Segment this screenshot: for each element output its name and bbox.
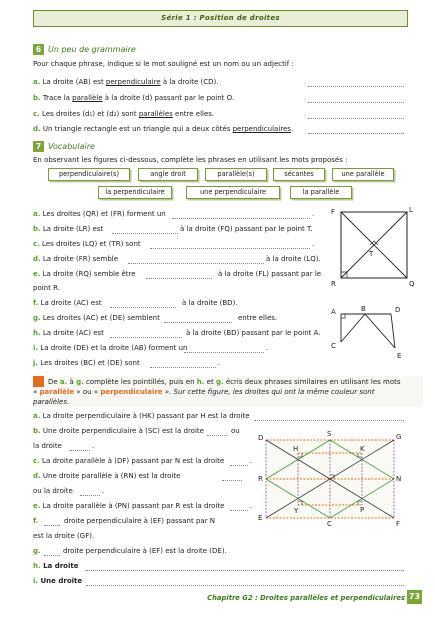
ex7-letter: b. bbox=[33, 225, 41, 233]
exercise-7-title: Vocabulaire bbox=[48, 142, 95, 151]
ex8-intro-text: » ou « bbox=[74, 388, 101, 396]
ex8-keyword-parallele: parallèle bbox=[39, 388, 75, 396]
ex7-item-f-end: à la droite (BD). bbox=[182, 299, 238, 307]
ex7-answer-line-h[interactable] bbox=[110, 337, 182, 338]
ex7-answer-line-i[interactable] bbox=[184, 352, 264, 353]
ex8-line-f bbox=[33, 517, 38, 526]
word-chip[interactable]: sécantes bbox=[273, 168, 325, 181]
point-label-c: C bbox=[327, 520, 332, 528]
ex8-intro-text: écris deux phrases similaires en utilisant les mots bbox=[223, 378, 401, 386]
point-label-g: G bbox=[396, 433, 402, 441]
ex7-text: La droite (RQ) semble être bbox=[42, 270, 136, 278]
ex8-intro-text: « bbox=[33, 388, 40, 396]
ex7-letter: d. bbox=[33, 255, 41, 263]
point-label-t: T bbox=[369, 250, 374, 258]
exercise-6-header bbox=[33, 44, 136, 55]
ex8-line-f-text: droite perpendiculaire à (EF) passant par N bbox=[64, 517, 216, 525]
ex6-underlined-word: perpendiculaire bbox=[105, 78, 161, 86]
ex8-line-c bbox=[33, 457, 224, 466]
ex8-answer-line-g[interactable] bbox=[44, 555, 60, 556]
ex8-line-g-text: droite perpendiculaire à (EF) est la droite (DE). bbox=[63, 547, 227, 555]
point-label-q: Q bbox=[409, 280, 415, 288]
word-chip[interactable]: parallèle(s) bbox=[205, 168, 267, 181]
ex7-text: Les droites (AC) et (DE) semblent bbox=[42, 314, 160, 322]
ex7-item-g bbox=[33, 314, 160, 323]
ex7-item-c-end: . bbox=[312, 240, 315, 248]
right-angle-mark bbox=[341, 314, 345, 318]
point-label-s: S bbox=[327, 430, 332, 438]
ex7-text: La droite (DE) et la droite (AB) forment un bbox=[40, 344, 188, 352]
exercise-6-title: Un peu de grammaire bbox=[48, 45, 136, 54]
ex8-answer-line-b2[interactable] bbox=[70, 450, 90, 451]
ex8-letter: d. bbox=[33, 472, 41, 480]
ex8-line-d-cont: ou la droite bbox=[33, 487, 73, 495]
point-label-f: F bbox=[331, 208, 336, 216]
ex7-item-h-end: à la droite (BD) passant par le point A. bbox=[186, 329, 321, 337]
exercise-7-header bbox=[33, 141, 95, 152]
ex8-letter: e. bbox=[33, 502, 41, 510]
series-banner: Série 1 : Position de droites bbox=[33, 10, 408, 27]
exercise-8-intro bbox=[33, 376, 423, 407]
ex8-answer-line-h[interactable] bbox=[86, 570, 404, 571]
ex7-item-d-end: à la droite (LQ). bbox=[266, 255, 321, 263]
ex8-intro-line3: parallèles. bbox=[33, 398, 70, 406]
ex7-text: Les droites (QR) et (FR) forment un bbox=[42, 210, 166, 218]
exercise-6-intro: Pour chaque phrase, indique si le mot souligné est un nom ou un adjectif : bbox=[33, 60, 294, 68]
ex8-text: La droite perpendiculaire à (HK) passant par H est la droite bbox=[42, 412, 250, 420]
ex7-letter: i. bbox=[33, 344, 39, 352]
point-label-b: B bbox=[361, 305, 366, 313]
ex8-line-f-cont: est la droite (GF). bbox=[33, 532, 95, 540]
ex8-text: La droite bbox=[43, 562, 79, 570]
page-number: 73 bbox=[407, 590, 422, 604]
exercise-8-number: 8 bbox=[33, 376, 44, 387]
ex8-letter: b. bbox=[33, 427, 41, 435]
ex7-item-j bbox=[33, 359, 140, 368]
ex6-text: La droite (AB) est bbox=[42, 78, 106, 86]
ex6-underlined-word: parallèle bbox=[72, 94, 103, 102]
ex8-line-g bbox=[33, 547, 41, 556]
ex8-intro-letter: g. bbox=[76, 378, 84, 386]
point-label-y: Y bbox=[294, 507, 299, 515]
point-label-c: C bbox=[331, 342, 336, 350]
figure-abdce bbox=[325, 302, 417, 362]
ex8-intro-line2 bbox=[33, 388, 423, 397]
ex7-item-a-end: . bbox=[312, 210, 315, 218]
ex8-intro-letter: g. bbox=[215, 378, 224, 386]
ex8-text: Une droite parallèle à (RN) est la droite bbox=[42, 472, 181, 480]
word-chip[interactable]: la parallèle bbox=[290, 186, 352, 199]
ex8-line-d-cont-tail: . bbox=[102, 487, 105, 495]
point-label-p: P bbox=[360, 506, 365, 514]
ex7-item-h bbox=[33, 329, 104, 338]
ex6-item-a bbox=[33, 78, 218, 87]
point-label-e: E bbox=[397, 352, 402, 360]
point-label-d: D bbox=[258, 434, 264, 442]
figure-grid-lines bbox=[256, 428, 414, 530]
ex6-text: entre elles. bbox=[172, 110, 215, 118]
point-label-d: D bbox=[395, 306, 401, 314]
ex8-intro-text: et bbox=[204, 378, 216, 386]
ex7-answer-line-c[interactable] bbox=[150, 248, 310, 249]
point-label-e: E bbox=[258, 514, 263, 522]
ex6-text: à la droite (d) passant par le point O. bbox=[102, 94, 235, 102]
word-chip[interactable]: une parallèle bbox=[332, 168, 394, 181]
ex8-line-c-tail: . bbox=[250, 457, 253, 465]
ex6-text: Les droites (d₁) et (d₂) sont bbox=[42, 110, 139, 118]
ex7-letter: j. bbox=[33, 359, 39, 367]
ex7-letter: e. bbox=[33, 270, 41, 278]
exercise-7-intro: En observant les figures ci-dessous, complète les phrases en utilisant les mots proposés : bbox=[33, 156, 348, 164]
ex8-intro-line1 bbox=[33, 376, 423, 387]
ex8-answer-line-c[interactable] bbox=[230, 465, 248, 466]
ex7-answer-line-g[interactable] bbox=[164, 322, 232, 323]
ex6-answer-line-b[interactable] bbox=[308, 102, 404, 103]
ex7-text: La droite (LR) est bbox=[42, 225, 104, 233]
ex6-item-c bbox=[33, 110, 214, 119]
ex7-text: La droite (FR) semble bbox=[42, 255, 119, 263]
ex7-letter: c. bbox=[33, 240, 40, 248]
ex8-line-b-cont-tail: . bbox=[92, 442, 95, 450]
ex7-item-b-end: à la droite (FQ) passant par le point T. bbox=[180, 225, 313, 233]
ex6-answer-line-a[interactable] bbox=[308, 86, 404, 87]
segment-be bbox=[365, 314, 395, 348]
ex7-text: Les droites (BC) et (DE) sont bbox=[40, 359, 140, 367]
point-label-l: L bbox=[409, 206, 413, 214]
ex8-text: Une droite perpendiculaire à (SC) est la droite bbox=[42, 427, 204, 435]
ex7-answer-line-f[interactable] bbox=[110, 307, 176, 308]
ex7-text: La droite (AC) est bbox=[40, 299, 102, 307]
ex8-letter: g. bbox=[33, 547, 41, 555]
ex8-intro-text: complète les pointillés, puis en bbox=[83, 378, 197, 386]
ex6-letter: a. bbox=[33, 78, 41, 86]
ex8-line-e-tail: . bbox=[250, 502, 253, 510]
chapter-footer: Chapitre G2 : Droites parallèles et perpendiculaires bbox=[207, 594, 405, 602]
ex7-item-i bbox=[33, 344, 187, 353]
ex8-letter: h. bbox=[33, 562, 41, 570]
ex6-text: à la droite (CD). bbox=[160, 78, 219, 86]
point-label-a: A bbox=[331, 308, 336, 316]
ex7-item-b bbox=[33, 225, 103, 234]
segment-rt bbox=[341, 224, 395, 278]
ex7-letter: h. bbox=[33, 329, 41, 337]
ex6-answer-line-c[interactable] bbox=[308, 118, 404, 119]
ex8-line-b-cont: la droite bbox=[33, 442, 62, 450]
ex7-letter: f. bbox=[33, 299, 39, 307]
ex8-intro-letter: a. bbox=[59, 378, 68, 386]
ex8-letter: c. bbox=[33, 457, 40, 465]
ex8-answer-line-a[interactable] bbox=[254, 420, 404, 421]
ex7-answer-line-d[interactable] bbox=[128, 263, 264, 264]
figure-square-flqr bbox=[325, 202, 417, 290]
ex7-answer-line-e[interactable] bbox=[146, 278, 212, 279]
ex6-text: Un triangle rectangle est un triangle qui a deux côtés bbox=[42, 125, 233, 133]
ex8-answer-line-d2[interactable] bbox=[80, 495, 100, 496]
ex7-item-e-cont: point R. bbox=[33, 284, 60, 292]
ex8-line-e bbox=[33, 502, 224, 511]
ex8-answer-line-d1[interactable] bbox=[222, 480, 242, 481]
ex8-answer-line-f[interactable] bbox=[44, 525, 60, 526]
word-chip[interactable]: la perpendiculaire bbox=[98, 186, 172, 199]
ex8-letter: i. bbox=[33, 577, 39, 585]
ex7-item-i-end: . bbox=[266, 344, 269, 352]
ex6-underlined-word: parallèles bbox=[138, 110, 173, 118]
ex8-answer-line-i[interactable] bbox=[86, 585, 404, 586]
ex6-text: . bbox=[290, 125, 294, 133]
ex8-letter: f. bbox=[33, 517, 39, 525]
word-chip[interactable]: angle droit bbox=[138, 168, 198, 181]
exercise-7-number: 7 bbox=[33, 141, 44, 152]
ex8-intro-letter: h. bbox=[196, 378, 205, 386]
ex7-answer-line-b[interactable] bbox=[112, 233, 178, 234]
ex8-line-a bbox=[33, 412, 250, 421]
point-label-n: N bbox=[396, 475, 402, 483]
ex8-text: Une droite bbox=[40, 577, 83, 585]
ex8-text: La droite parallèle à (DF) passant par N est la droite bbox=[42, 457, 225, 465]
ex7-letter: g. bbox=[33, 314, 41, 322]
point-label-r: R bbox=[258, 475, 263, 483]
ex8-line-b bbox=[33, 427, 204, 436]
ex7-item-g-end: entre elles. bbox=[238, 314, 278, 322]
segment-de bbox=[391, 314, 395, 348]
segment-tl bbox=[395, 212, 407, 224]
ex7-item-j-end: . bbox=[218, 359, 221, 367]
ex7-letter: a. bbox=[33, 210, 41, 218]
ex7-item-d bbox=[33, 255, 118, 264]
ex8-letter: a. bbox=[33, 412, 41, 420]
ex6-answer-line-d[interactable] bbox=[308, 133, 404, 134]
ex8-line-d bbox=[33, 472, 180, 481]
ex7-item-f bbox=[33, 299, 102, 308]
ex7-item-c bbox=[33, 240, 141, 249]
ex6-letter: c. bbox=[33, 110, 40, 118]
point-label-r: R bbox=[331, 280, 336, 288]
ex8-intro-text: à bbox=[67, 378, 77, 386]
ex8-answer-line-e[interactable] bbox=[230, 510, 248, 511]
ex6-underlined-word: perpendiculaires bbox=[232, 125, 291, 133]
ex8-line-i bbox=[33, 577, 82, 586]
ex6-item-d bbox=[33, 125, 293, 134]
point-label-h: H bbox=[293, 445, 299, 453]
ex6-letter: d. bbox=[33, 125, 41, 133]
ex8-intro-text: ». Sur cette figure, les droites qui ont la même couleur sont bbox=[162, 388, 375, 396]
ex7-item-e-end: à la droite (FL) passant par le bbox=[218, 270, 322, 278]
ex6-text: Trace la bbox=[42, 94, 73, 102]
ex7-answer-line-j[interactable] bbox=[150, 367, 216, 368]
ex7-item-a bbox=[33, 210, 166, 219]
ex6-item-b bbox=[33, 94, 234, 103]
ex8-line-h bbox=[33, 562, 78, 571]
ex8-intro-text: De bbox=[48, 378, 60, 386]
ex8-line-b-tail: ou bbox=[231, 427, 240, 435]
point-label-k: K bbox=[360, 445, 365, 453]
ex7-text: Les droites (LQ) et (TR) sont bbox=[42, 240, 141, 248]
ex8-text: La droite parallèle à (PN) passant par R est la droite bbox=[42, 502, 225, 510]
ex7-item-e bbox=[33, 270, 136, 279]
word-chip[interactable]: une perpendiculaire bbox=[186, 186, 280, 199]
ex6-letter: b. bbox=[33, 94, 41, 102]
exercise-6-number: 6 bbox=[33, 44, 44, 55]
ex7-answer-line-a[interactable] bbox=[172, 218, 310, 219]
word-chip[interactable]: perpendiculaire(s) bbox=[48, 168, 130, 181]
ex8-keyword-perpendiculaire: perpendiculaire bbox=[100, 388, 163, 396]
point-label-f: F bbox=[396, 520, 401, 528]
ex8-answer-line-b1[interactable] bbox=[207, 435, 227, 436]
ex7-text: La droite (AC) est bbox=[42, 329, 104, 337]
